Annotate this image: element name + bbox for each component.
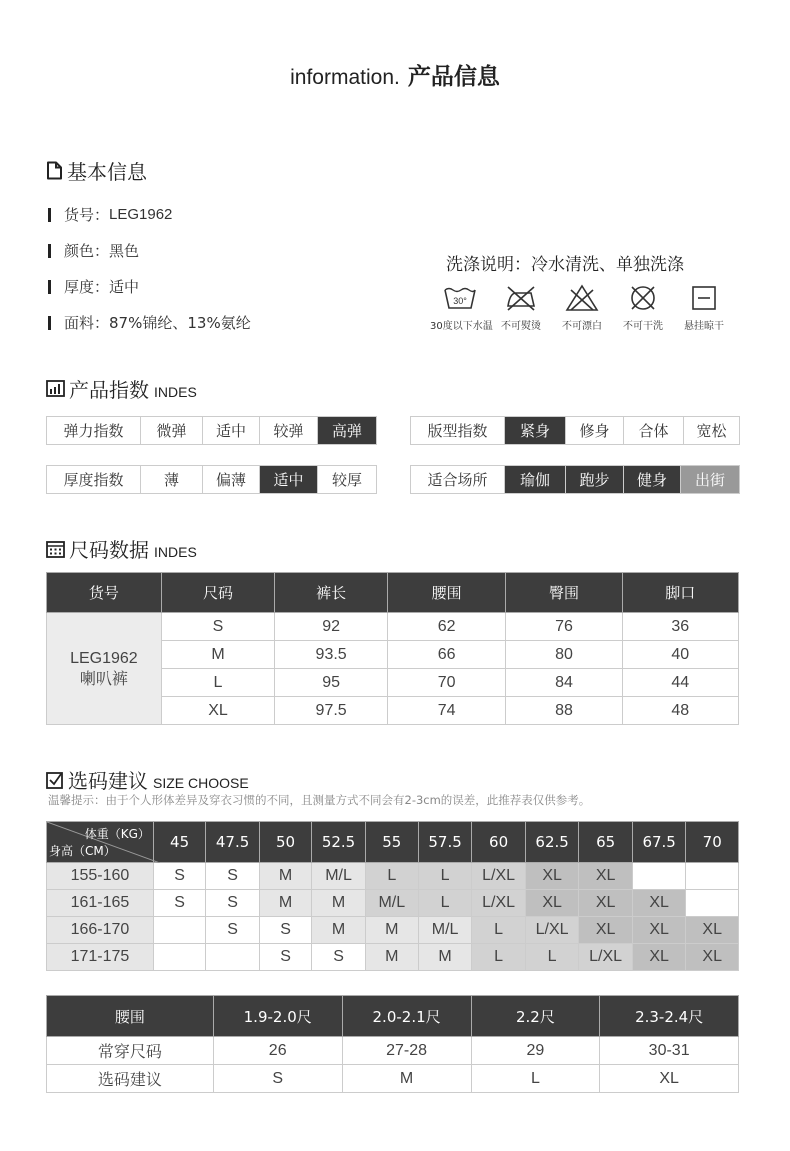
- table-cell: 29: [471, 1037, 600, 1065]
- line-dry-icon: [687, 284, 721, 312]
- table-cell: M: [312, 890, 366, 917]
- size-table-header: [47, 573, 739, 613]
- table-cell: S: [312, 944, 366, 971]
- table-cell: S: [206, 863, 260, 890]
- wash-item: [430, 284, 493, 332]
- fit-index: [410, 416, 740, 445]
- index-option: 适中: [202, 417, 259, 444]
- row-label: 选码建议: [47, 1065, 214, 1093]
- basic-row-fabric: [48, 312, 251, 333]
- calendar-icon: [46, 540, 65, 558]
- item-name: 喇叭裤: [79, 670, 128, 688]
- index-option: 修身: [565, 417, 623, 444]
- table-cell: M: [365, 917, 418, 944]
- height-cell: 161-165: [47, 890, 154, 917]
- thickness-index: [46, 465, 377, 494]
- index-option-selected: 高弹: [317, 417, 376, 444]
- wash-title: 洗涤说明：冷水清洗、单独洗涤: [446, 255, 684, 275]
- table-cell: [153, 944, 205, 971]
- basic-label: 面料：: [64, 314, 110, 332]
- column-header: 腰围: [47, 996, 214, 1037]
- index-option: 较厚: [317, 466, 376, 493]
- index-option-selected: 健身: [623, 466, 680, 493]
- index-option: 较弹: [259, 417, 317, 444]
- table-cell: M/L: [312, 863, 366, 890]
- choose-title-en: SIZE CHOOSE: [153, 774, 249, 791]
- size-title-en: INDES: [154, 543, 197, 560]
- table-cell: S: [259, 944, 311, 971]
- wash-label: 不可熨烫: [501, 321, 541, 332]
- table-cell: 95: [275, 669, 388, 697]
- table-row: [47, 863, 739, 890]
- table-cell: M/L: [418, 917, 472, 944]
- table-cell: XL: [579, 863, 633, 890]
- index-label: 适合场所: [427, 471, 488, 489]
- table-cell: S: [153, 890, 205, 917]
- weight-header: 65: [579, 822, 633, 863]
- document-icon: [46, 161, 63, 180]
- column-header: 2.0-2.1尺: [342, 996, 471, 1037]
- basic-label: 厚度：: [64, 278, 110, 296]
- basic-label: 颜色：: [64, 242, 110, 260]
- table-cell: S: [213, 1065, 342, 1093]
- basic-value: 黑色: [109, 242, 140, 260]
- table-cell: 40: [622, 641, 738, 669]
- table-cell: S: [259, 917, 311, 944]
- table-cell: XL: [600, 1065, 739, 1093]
- table-cell: L/XL: [472, 863, 526, 890]
- table-cell: 48: [622, 697, 738, 725]
- height-cell: 166-170: [47, 917, 154, 944]
- table-cell: 30-31: [600, 1037, 739, 1065]
- index-option-selected: 紧身: [504, 417, 565, 444]
- table-cell: L: [525, 944, 579, 971]
- size-table: [46, 572, 739, 725]
- table-cell: 26: [213, 1037, 342, 1065]
- height-axis-label: 身高（CM）: [49, 844, 116, 858]
- basic-value: 适中: [109, 278, 140, 296]
- basic-row-thickness: [48, 276, 139, 297]
- table-cell: L: [365, 863, 418, 890]
- wash-label: 30度以下水温: [430, 321, 493, 332]
- height-cell: 155-160: [47, 863, 154, 890]
- no-dry-clean-icon: [626, 284, 660, 312]
- index-label: 弹力指数: [63, 422, 124, 440]
- wash-item: [613, 284, 673, 332]
- table-cell: M: [259, 863, 311, 890]
- table-cell: [206, 944, 260, 971]
- table-cell: XL: [632, 890, 686, 917]
- basic-row-color: [48, 240, 139, 261]
- table-cell: XL: [686, 917, 739, 944]
- wash-item: [552, 284, 612, 332]
- column-header: 腰围: [388, 573, 506, 613]
- elasticity-index: [46, 416, 377, 445]
- column-header: 裤长: [275, 573, 388, 613]
- table-cell: 92: [275, 613, 388, 641]
- table-cell: 93.5: [275, 641, 388, 669]
- table-cell: 80: [506, 641, 622, 669]
- table-cell: XL: [525, 863, 579, 890]
- table-cell: 88: [506, 697, 622, 725]
- weight-header: 70: [686, 822, 739, 863]
- column-header: 1.9-2.0尺: [213, 996, 342, 1037]
- index-title-en: INDES: [154, 383, 197, 400]
- index-label: 厚度指数: [63, 471, 124, 489]
- table-cell: M: [259, 890, 311, 917]
- page-title-cn: 产品信息: [399, 64, 500, 90]
- index-option: 偏薄: [202, 466, 259, 493]
- wash-icons: [430, 284, 734, 332]
- wash-label: 不可干洗: [623, 321, 663, 332]
- basic-label: 货号：: [64, 206, 110, 224]
- table-cell: S: [206, 917, 260, 944]
- bullet-bar: [48, 208, 51, 222]
- bar-chart-icon: [46, 380, 65, 397]
- waist-table: [46, 995, 739, 1093]
- table-cell: [632, 863, 686, 890]
- index-option-selected: 适中: [259, 466, 317, 493]
- table-cell: 97.5: [275, 697, 388, 725]
- table-cell: 62: [388, 613, 506, 641]
- weight-header: 60: [472, 822, 526, 863]
- column-header: 货号: [47, 573, 162, 613]
- table-cell: M: [342, 1065, 471, 1093]
- table-cell: [686, 890, 739, 917]
- waist-header: [47, 996, 739, 1037]
- wash-label: 悬挂晾干: [684, 321, 724, 332]
- choose-title-text: 选码建议: [68, 769, 148, 793]
- table-cell: M/L: [365, 890, 418, 917]
- item-code: LEG1962: [70, 649, 138, 667]
- basic-info-title-text: 基本信息: [67, 160, 147, 184]
- wash-item: [491, 284, 551, 332]
- weight-header: 55: [365, 822, 418, 863]
- table-cell: M: [161, 641, 274, 669]
- recommendation-table: [46, 821, 739, 971]
- wash-label: 不可漂白: [562, 321, 602, 332]
- table-cell: L: [418, 863, 472, 890]
- table-cell: XL: [525, 890, 579, 917]
- index-option-selected: 出街: [680, 466, 739, 493]
- tip-note: 温馨提示：由于个人形体差异及穿衣习惯的不同，且测量方式不同会有2-3cm的误差，此推荐表仅供参考。: [48, 793, 591, 807]
- checkbox-icon: [46, 771, 64, 789]
- table-cell: 70: [388, 669, 506, 697]
- table-row: [47, 613, 739, 641]
- table-cell: S: [153, 863, 205, 890]
- table-cell: 66: [388, 641, 506, 669]
- choose-title: [46, 765, 249, 794]
- weight-header: 50: [259, 822, 311, 863]
- table-cell: XL: [686, 944, 739, 971]
- weight-header: 57.5: [418, 822, 472, 863]
- column-header: 2.2尺: [471, 996, 600, 1037]
- table-cell: 74: [388, 697, 506, 725]
- basic-value: LEG1962: [109, 206, 173, 223]
- table-cell: [153, 917, 205, 944]
- svg-text:30°: 30°: [453, 296, 467, 306]
- table-cell: XL: [632, 944, 686, 971]
- index-option-selected: 跑步: [565, 466, 623, 493]
- wash-item: [674, 284, 734, 332]
- table-cell: L/XL: [525, 917, 579, 944]
- bullet-bar: [48, 244, 51, 258]
- weight-header: 45: [153, 822, 205, 863]
- column-header: 臀围: [506, 573, 622, 613]
- table-cell: L: [161, 669, 274, 697]
- index-label: 版型指数: [427, 422, 488, 440]
- occasion-index: [410, 465, 740, 494]
- height-cell: 171-175: [47, 944, 154, 971]
- table-cell: L/XL: [472, 890, 526, 917]
- table-cell: L: [472, 944, 526, 971]
- basic-info-title: [46, 156, 147, 185]
- page-title-en: information.: [290, 66, 400, 89]
- basic-row-code: [48, 204, 172, 225]
- table-row: [47, 1037, 739, 1065]
- table-cell: S: [206, 890, 260, 917]
- table-cell: [686, 863, 739, 890]
- table-cell: XL: [579, 917, 633, 944]
- table-row: [47, 917, 739, 944]
- weight-axis-label: 体重（KG）: [84, 827, 150, 841]
- table-cell: 36: [622, 613, 738, 641]
- no-iron-icon: [504, 284, 538, 312]
- index-option: 合体: [623, 417, 683, 444]
- table-cell: XL: [161, 697, 274, 725]
- weight-header: 47.5: [206, 822, 260, 863]
- column-header: 2.3-2.4尺: [600, 996, 739, 1037]
- size-title: [46, 534, 197, 563]
- bullet-bar: [48, 316, 51, 330]
- column-header: 脚口: [622, 573, 738, 613]
- bullet-bar: [48, 280, 51, 294]
- weight-header: 52.5: [312, 822, 366, 863]
- row-label: 常穿尺码: [47, 1037, 214, 1065]
- wash-30-icon: [443, 284, 477, 312]
- table-cell: 76: [506, 613, 622, 641]
- table-cell: L: [471, 1065, 600, 1093]
- page-title: [0, 58, 790, 91]
- table-cell: L: [472, 917, 526, 944]
- index-option: 宽松: [683, 417, 739, 444]
- size-title-text: 尺码数据: [69, 538, 149, 562]
- table-cell: XL: [579, 890, 633, 917]
- table-cell: M: [312, 917, 366, 944]
- basic-value: 87%锦纶、13%氨纶: [109, 314, 251, 332]
- index-title: [46, 374, 197, 403]
- table-row: [47, 944, 739, 971]
- weight-header: 62.5: [525, 822, 579, 863]
- table-cell: 44: [622, 669, 738, 697]
- item-cell: [47, 613, 162, 725]
- table-cell: S: [161, 613, 274, 641]
- table-cell: M: [418, 944, 472, 971]
- table-cell: 27-28: [342, 1037, 471, 1065]
- weight-header: 67.5: [632, 822, 686, 863]
- column-header: 尺码: [161, 573, 274, 613]
- recommendation-header: [47, 822, 739, 863]
- table-row: [47, 1065, 739, 1093]
- index-option: 微弹: [140, 417, 202, 444]
- table-cell: L: [418, 890, 472, 917]
- table-cell: M: [365, 944, 418, 971]
- corner-header: [47, 822, 154, 863]
- index-option-selected: 瑜伽: [504, 466, 565, 493]
- no-bleach-icon: [565, 284, 599, 312]
- table-row: [47, 890, 739, 917]
- index-option: 薄: [140, 466, 202, 493]
- table-cell: XL: [632, 917, 686, 944]
- index-title-text: 产品指数: [69, 378, 149, 402]
- table-cell: L/XL: [579, 944, 633, 971]
- table-cell: 84: [506, 669, 622, 697]
